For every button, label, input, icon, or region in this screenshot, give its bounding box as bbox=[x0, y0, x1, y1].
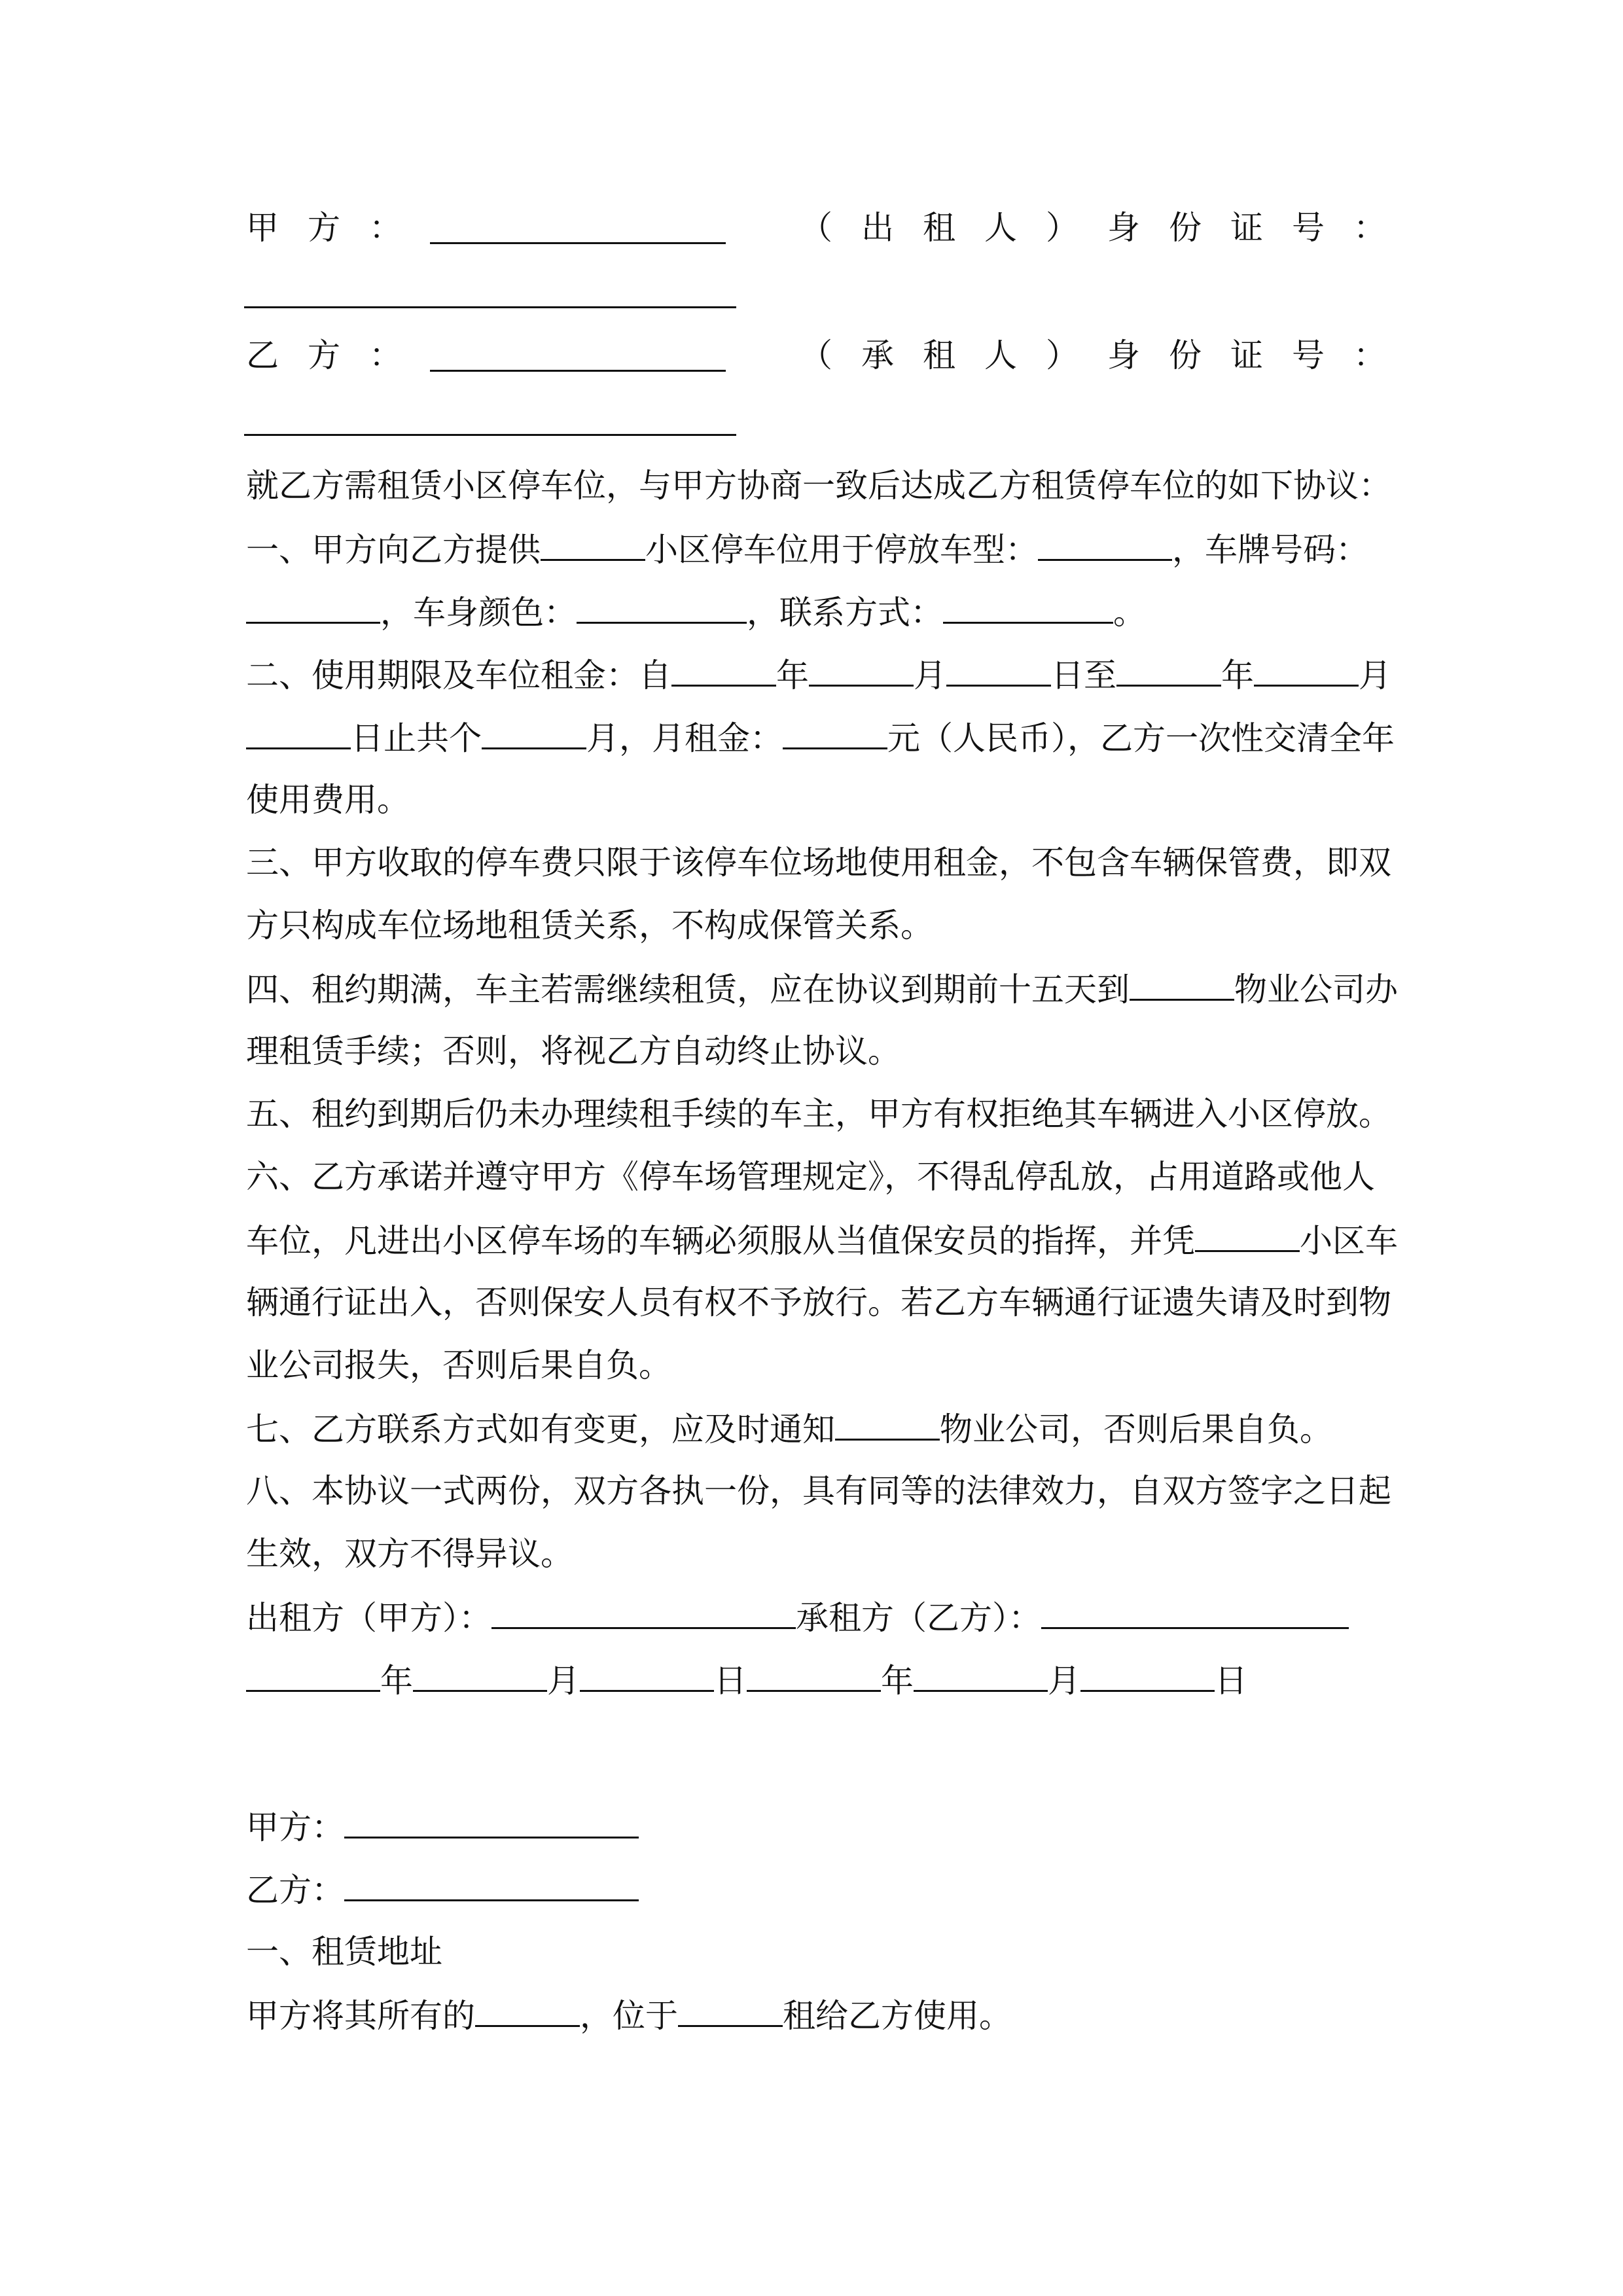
intro-paragraph: 就乙方需租赁小区停车位，与甲方协商一致后达成乙方租赁停车位的如下协议： bbox=[246, 467, 1391, 505]
party-b-label: 乙方： bbox=[246, 336, 431, 374]
party-a-label: 甲方： bbox=[246, 209, 431, 247]
plate-number-field[interactable] bbox=[246, 592, 380, 624]
clause-2-text: 日至 bbox=[1051, 656, 1116, 694]
lessor-label: 出租方（甲方）： bbox=[246, 1599, 491, 1637]
clause-5: 五、租约到期后仍未办理续租手续的车主，甲方有权拒绝其车辆进入小区停放。 bbox=[246, 1095, 1391, 1133]
clause-8-line-2: 生效，双方不得异议。 bbox=[246, 1535, 573, 1573]
clause-6-text: 车位，凡进出小区停车场的车辆必须服从当值保安员的指挥，并凭 bbox=[246, 1222, 1195, 1260]
monthly-rent-field[interactable] bbox=[783, 717, 887, 749]
year-label: 年 bbox=[881, 1662, 914, 1700]
end-month-field[interactable] bbox=[1254, 655, 1359, 687]
clause-2-text: 日止共个 bbox=[351, 719, 482, 757]
month-label: 月 bbox=[1048, 1662, 1080, 1700]
lessee-month-field[interactable] bbox=[914, 1660, 1048, 1692]
lessee-label: 承租方（乙方）： bbox=[796, 1599, 1041, 1637]
lessee-day-field[interactable] bbox=[1080, 1660, 1215, 1692]
start-day-field[interactable] bbox=[946, 655, 1051, 687]
party-a-field[interactable] bbox=[344, 1806, 639, 1839]
start-year-field[interactable] bbox=[671, 655, 776, 687]
clause-2-line-2 bbox=[246, 717, 1395, 758]
lessee-year-field[interactable] bbox=[747, 1660, 881, 1692]
clause-1-text: ，车牌号码： bbox=[1172, 531, 1368, 569]
year-label: 年 bbox=[380, 1662, 413, 1700]
clause-1-line-1 bbox=[246, 529, 1368, 569]
clause-7-text: 物业公司，否则后果自负。 bbox=[940, 1410, 1332, 1448]
clause-4-line-1 bbox=[246, 969, 1398, 1009]
clause-1-text: ，车身颜色： bbox=[380, 594, 577, 632]
clause-6-line-2 bbox=[246, 1220, 1398, 1261]
clause-2-text: 年 bbox=[1221, 656, 1254, 694]
party-a-name-field[interactable] bbox=[430, 242, 726, 244]
clause-1-text: 。 bbox=[1113, 594, 1146, 632]
clause-2-text: 月 bbox=[1359, 656, 1391, 694]
party-b-label: 乙方： bbox=[246, 1871, 344, 1909]
community-pass-field[interactable] bbox=[1195, 1220, 1300, 1252]
lessor-month-field[interactable] bbox=[413, 1660, 547, 1692]
end-year-field[interactable] bbox=[1116, 655, 1221, 687]
clause-7 bbox=[246, 1408, 1332, 1449]
clause-6-text: 小区车 bbox=[1300, 1222, 1398, 1260]
clause-1-text: ，联系方式： bbox=[747, 594, 943, 632]
clause-3-line-2: 方只构成车位场地租赁关系，不构成保管关系。 bbox=[246, 906, 933, 944]
clause-2-text: 元（人民币），乙方一次性交清全年 bbox=[887, 719, 1395, 757]
lessee-signature-field[interactable] bbox=[1041, 1597, 1349, 1629]
lease-address-line bbox=[246, 1995, 1012, 2036]
contact-field[interactable] bbox=[943, 592, 1113, 624]
end-day-field[interactable] bbox=[246, 717, 351, 749]
clause-6-line-1: 六、乙方承诺并遵守甲方《停车场管理规定》，不得乱停乱放，占用道路或他人 bbox=[246, 1158, 1375, 1196]
clause-6-line-3: 辆通行证出入，否则保安人员有权不予放行。若乙方车辆通行证遗失请及时到物 bbox=[246, 1283, 1391, 1321]
clause-2-text: 年 bbox=[776, 656, 809, 694]
car-color-field[interactable] bbox=[577, 592, 747, 624]
lessor-signature-field[interactable] bbox=[491, 1597, 796, 1629]
clause-1-line-2 bbox=[246, 592, 1146, 632]
clause-4-text: 四、租约期满，车主若需继续租赁，应在协议到期前十五天到 bbox=[246, 971, 1130, 1009]
section-heading: 一、租赁地址 bbox=[246, 1933, 442, 1971]
signature-line bbox=[246, 1597, 1349, 1638]
clause-2-line-1 bbox=[246, 655, 1391, 695]
day-label: 日 bbox=[1215, 1662, 1247, 1700]
clause-3-line-1: 三、甲方收取的停车费只限于该停车位场地使用租金，不包含车辆保管费，即双 bbox=[246, 844, 1391, 882]
lease-text: ，位于 bbox=[580, 1997, 678, 2035]
day-label: 日 bbox=[714, 1662, 747, 1700]
notify-company-field[interactable] bbox=[835, 1408, 940, 1441]
clause-4-text: 物业公司办 bbox=[1234, 971, 1398, 1009]
party-b-field[interactable] bbox=[344, 1869, 639, 1901]
location-field[interactable] bbox=[678, 1995, 783, 2027]
community-name-field[interactable] bbox=[541, 529, 645, 561]
second-party-b-line bbox=[246, 1869, 639, 1910]
second-party-a-line bbox=[246, 1806, 639, 1847]
clause-2-text: 月，月租金： bbox=[586, 719, 783, 757]
property-field[interactable] bbox=[475, 1995, 580, 2027]
clause-4-line-2: 理租赁手续；否则，将视乙方自动终止协议。 bbox=[246, 1032, 901, 1070]
lessor-day-field[interactable] bbox=[580, 1660, 714, 1692]
months-count-field[interactable] bbox=[482, 717, 586, 749]
clause-6-line-4: 业公司报失，否则后果自负。 bbox=[246, 1346, 671, 1384]
clause-2-text: 二、使用期限及车位租金：自 bbox=[246, 656, 671, 694]
lease-text: 甲方将其所有的 bbox=[246, 1997, 475, 2035]
party-a-label: 甲方： bbox=[246, 1808, 344, 1846]
clause-7-text: 七、乙方联系方式如有变更，应及时通知 bbox=[246, 1410, 835, 1448]
clause-1-text: 一、甲方向乙方提供 bbox=[246, 531, 541, 569]
party-a-id-field[interactable] bbox=[244, 306, 736, 308]
party-b-role-label: （承租人）身份证号： bbox=[800, 336, 1415, 374]
lease-text: 租给乙方使用。 bbox=[783, 1997, 1012, 2035]
property-company-field[interactable] bbox=[1130, 969, 1234, 1001]
clause-1-text: 小区停车位用于停放车型： bbox=[645, 531, 1038, 569]
signature-date-line bbox=[246, 1660, 1247, 1700]
clause-2-line-3: 使用费用。 bbox=[246, 781, 410, 819]
start-month-field[interactable] bbox=[809, 655, 914, 687]
party-b-name-field[interactable] bbox=[430, 370, 726, 372]
clause-8-line-1: 八、本协议一式两份，双方各执一份，具有同等的法律效力，自双方签字之日起 bbox=[246, 1472, 1391, 1510]
party-a-role-label: （出租人）身份证号： bbox=[800, 209, 1415, 247]
lessor-year-field[interactable] bbox=[246, 1660, 380, 1692]
month-label: 月 bbox=[547, 1662, 580, 1700]
car-model-field[interactable] bbox=[1038, 529, 1172, 561]
party-b-id-field[interactable] bbox=[244, 434, 736, 436]
clause-2-text: 月 bbox=[914, 656, 946, 694]
